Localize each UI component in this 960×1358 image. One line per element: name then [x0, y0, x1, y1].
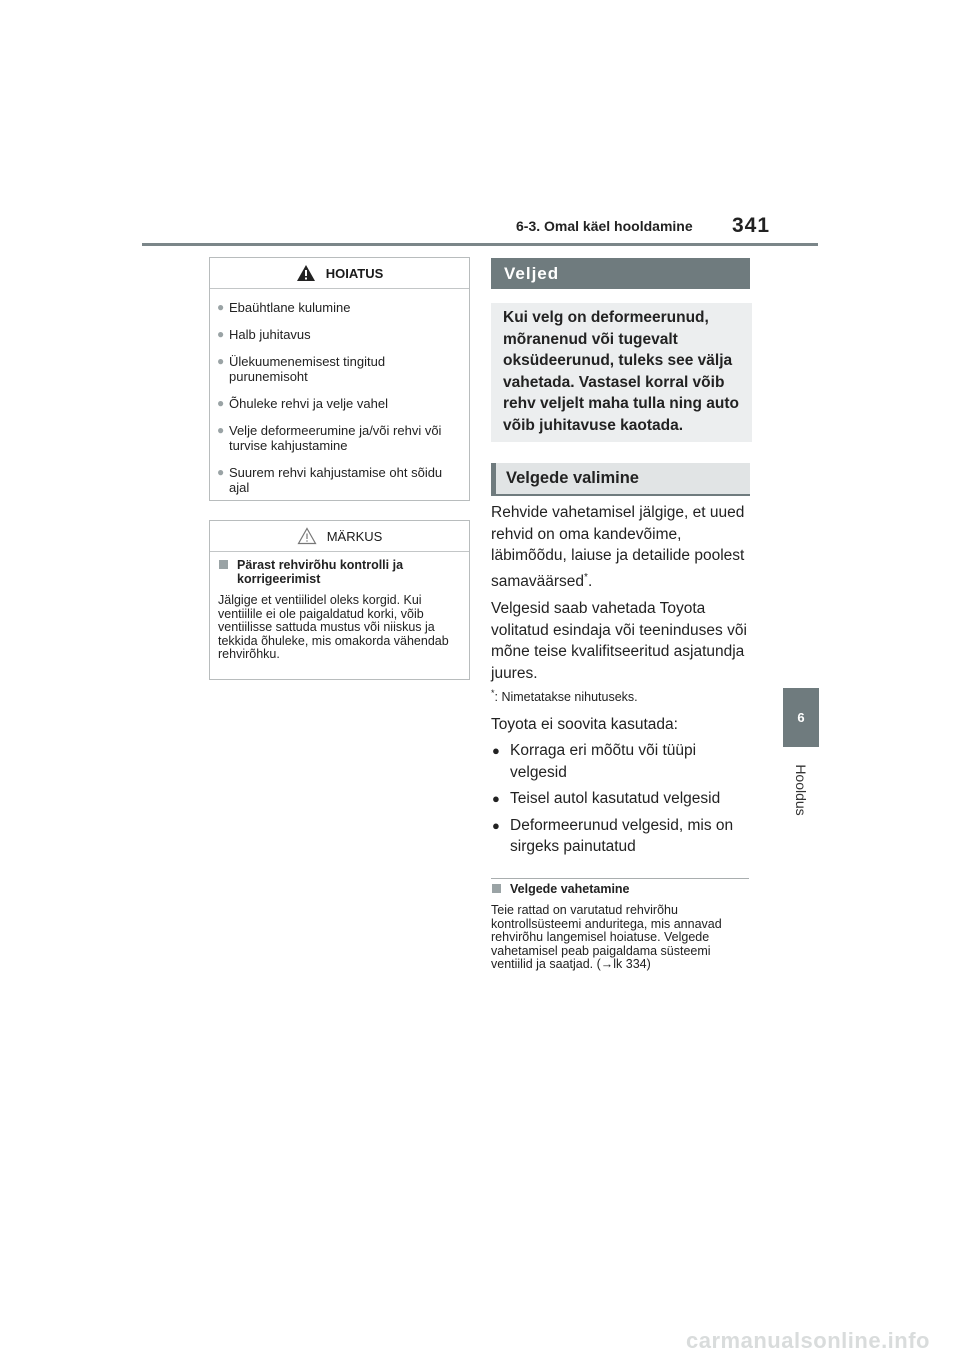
chapter-number: 6 [797, 710, 805, 725]
warning-item: ● Suurem rehvi kahjustamise oht sõidu ajal [218, 465, 461, 495]
bullet-item: ● Korraga eri mõõtu või tüüpi velgesid [491, 740, 753, 783]
caution-outline-icon [297, 527, 317, 545]
header-rule [142, 243, 818, 246]
footnote [491, 688, 638, 704]
paragraph: Velgesid saab vahetada Toyota volitatud esindaja või teeninduses või mõne teise kvalifitseeritud asjatundja juures. [491, 600, 747, 682]
notice-box [209, 520, 470, 680]
paragraph-text: Rehvide vahetamisel jälgige, et uued rehvid on oma kandevõime, läbimõõdu, laiuse ja detailide poolest samaväärsed [491, 504, 745, 590]
arrow-icon: → [600, 957, 614, 971]
notice-heading: Pärast rehvirõhu kontrolli ja korrigeerimist [218, 558, 461, 586]
warning-item: ● Halb juhitavus [218, 327, 461, 342]
section-title: 6-3. Omal käel hooldamine [516, 218, 693, 234]
warning-title: HOIATUS [325, 265, 384, 281]
note-heading: Velgede vahetamine [491, 882, 768, 896]
page-link[interactable]: lk 334) [613, 957, 651, 971]
notice-header [210, 521, 469, 552]
paragraph: Toyota ei soovita kasutada: [491, 716, 678, 733]
watermark-text: carmanualsonline.info [686, 1328, 930, 1353]
chapter-label [788, 756, 814, 826]
intro-summary: Kui velg on deformeerunud, mõranenud või tugevalt oksüdeerunud, tuleks see välja vahetada. Vastasel korral võib rehv veljelt maha tulla ning auto võib juhitavuse kaotada. [491, 303, 752, 442]
notice-content [210, 552, 469, 662]
note-body [491, 904, 753, 972]
notice-title: MÄRKUS [326, 528, 383, 544]
section-heading-bar: Veljed [491, 258, 750, 289]
paragraph [491, 502, 753, 593]
warning-list [210, 289, 469, 495]
footnote-marker: * [491, 688, 495, 698]
footnote-text: : Nimetatakse nihutuseks. [494, 690, 638, 705]
subsection-heading: Velgede valimine [491, 463, 750, 496]
chapter-label-text: Hooldus [793, 764, 809, 816]
paragraph-end: . [587, 572, 593, 590]
warning-item: ● Ebaühtlane kulumine [218, 300, 461, 315]
page-number: 341 [732, 214, 771, 237]
footnote-marker: * [584, 571, 588, 583]
chapter-tab [783, 688, 819, 747]
notice-body: Jälgige et ventiilidel oleks korgid. Kui ventiilile ei ole paigaldatud korki, võib ventiilisse sattuda mustus või niiskus ja tekkida õhuleke, mis omakorda vähendab rehvirõhku. [218, 593, 449, 661]
warning-item: ● Ülekuumenemisest tingitud purunemisoht [218, 354, 461, 384]
bullet-item: ● Deformeerunud velgesid, mis on sirgeks painutatud [491, 815, 753, 858]
warning-box [209, 257, 470, 501]
warning-item: ● Velje deformeerumine ja/või rehvi või turvise kahjustamine [218, 423, 461, 453]
bullet-item: ● Teisel autol kasutatud velgesid [491, 788, 753, 810]
warning-icon [296, 264, 316, 282]
warning-item: ● Õhuleke rehvi ja velje vahel [218, 396, 461, 411]
note-text: Teie rattad on varutatud rehvirõhu kontrollsüsteemi anduritega, mis annavad rehvirõhu langemisel hoiatuse. Velgede vahetamisel peab paigaldama süsteemi ventiilid ja saatjad. ( [491, 903, 722, 971]
bullet-list [491, 740, 753, 863]
warning-header [210, 258, 469, 289]
divider [491, 878, 749, 879]
